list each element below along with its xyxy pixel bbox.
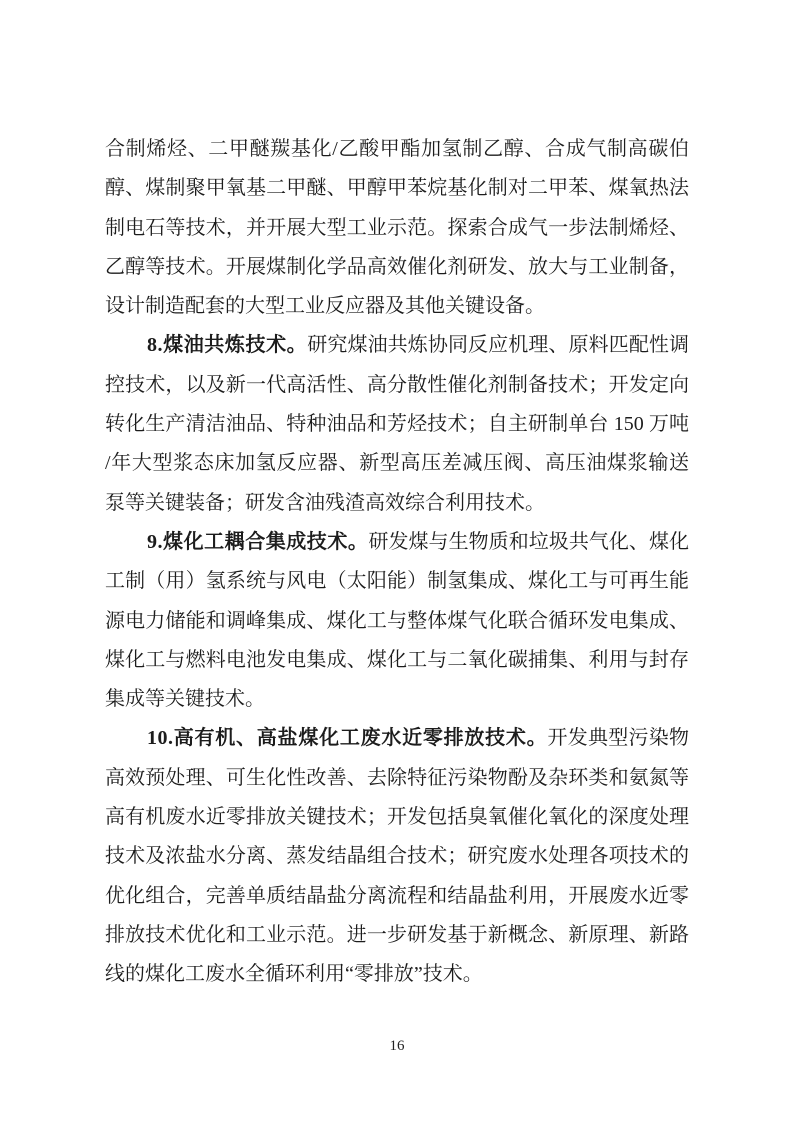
text-line [105,366,689,405]
text-line [105,444,689,483]
line-text: /年大型浆态床加氢反应器、新型高压差减压阀、高压油煤浆输送 [105,452,689,475]
text-line [105,837,689,876]
line-text: 控技术，以及新一代高活性、高分散性催化剂制备技术；开发定向 [105,373,689,396]
line-text: 高有机废水近零排放关键技术；开发包括臭氧催化氧化的深度处理 [105,806,689,829]
line-text: 乙醇等技术。开展煤制化学品高效催化剂研发、放大与工业制备， [105,255,689,278]
text-line [105,955,689,994]
text-line [105,719,689,758]
text-line [105,287,689,326]
text-line [105,680,689,719]
text-line [105,130,689,169]
text-line [105,562,689,601]
line-text: 技术及浓盐水分离、蒸发结晶组合技术；研究废水处理各项技术的 [105,845,689,868]
line-text: 煤化工与燃料电池发电集成、煤化工与二氧化碳捕集、利用与封存 [105,648,689,671]
page-number: 16 [389,1038,405,1054]
text-line [105,405,689,444]
line-text: 合制烯烃、二甲醚羰基化/乙酸甲酯加氢制乙醇、合成气制高碳伯 [105,138,689,160]
line-text: 研发煤与生物质和垃圾共气化、煤化 [368,530,689,553]
line-text: 线的煤化工废水全循环利用“零排放”技术。 [105,963,483,986]
line-text: 醇、煤制聚甲氧基二甲醚、甲醇甲苯烷基化制对二甲苯、煤氧热法 [105,177,689,200]
clause-heading: 10.高有机、高盐煤化工废水近零排放技术。 [147,727,548,750]
line-text: 集成等关键技术。 [105,688,265,711]
text-line [105,484,689,523]
clause-heading: 9.煤化工耦合集成技术。 [147,530,369,553]
paragraph-2 [105,326,689,522]
text-line [105,916,689,955]
text-line [105,641,689,680]
text-line [105,248,689,287]
line-text: 高效预处理、可生化性改善、去除特征污染物酚及杂环类和氨氮等 [105,766,689,789]
text-line [105,209,689,248]
clause-heading: 8.煤油共炼技术。 [147,334,308,357]
line-text: 开发典型污染物 [547,727,689,750]
line-text: 设计制造配套的大型工业反应器及其他关键设备。 [105,295,545,318]
line-text: 工制（用）氢系统与风电（太阳能）制氢集成、煤化工与可再生能 [105,570,689,593]
line-text: 源电力储能和调峰集成、煤化工与整体煤气化联合循环发电集成、 [105,609,689,632]
line-text: 泵等关键装备；研发含油残渣高效综合利用技术。 [105,491,545,514]
text-line [105,602,689,641]
text-line [105,877,689,916]
line-text: 优化组合，完善单质结晶盐分离流程和结晶盐利用，开展废水近零 [105,884,689,907]
text-line [105,326,689,365]
text-line [105,759,689,798]
line-text: 制电石等技术，并开展大型工业示范。探索合成气一步法制烯烃、 [105,216,689,239]
text-line [105,798,689,837]
paragraph-4 [105,719,689,994]
paragraph-1 [105,130,689,326]
line-text: 研究煤油共炼协同反应机理、原料匹配性调 [307,334,689,357]
document-body [105,130,689,995]
line-text: 排放技术优化和工业示范。进一步研发基于新概念、新原理、新路 [105,923,689,946]
paragraph-3 [105,523,689,719]
text-line [105,169,689,208]
text-line [105,523,689,562]
line-text: 转化生产清洁油品、特种油品和芳烃技术；自主研制单台 150 万吨 [105,413,689,436]
